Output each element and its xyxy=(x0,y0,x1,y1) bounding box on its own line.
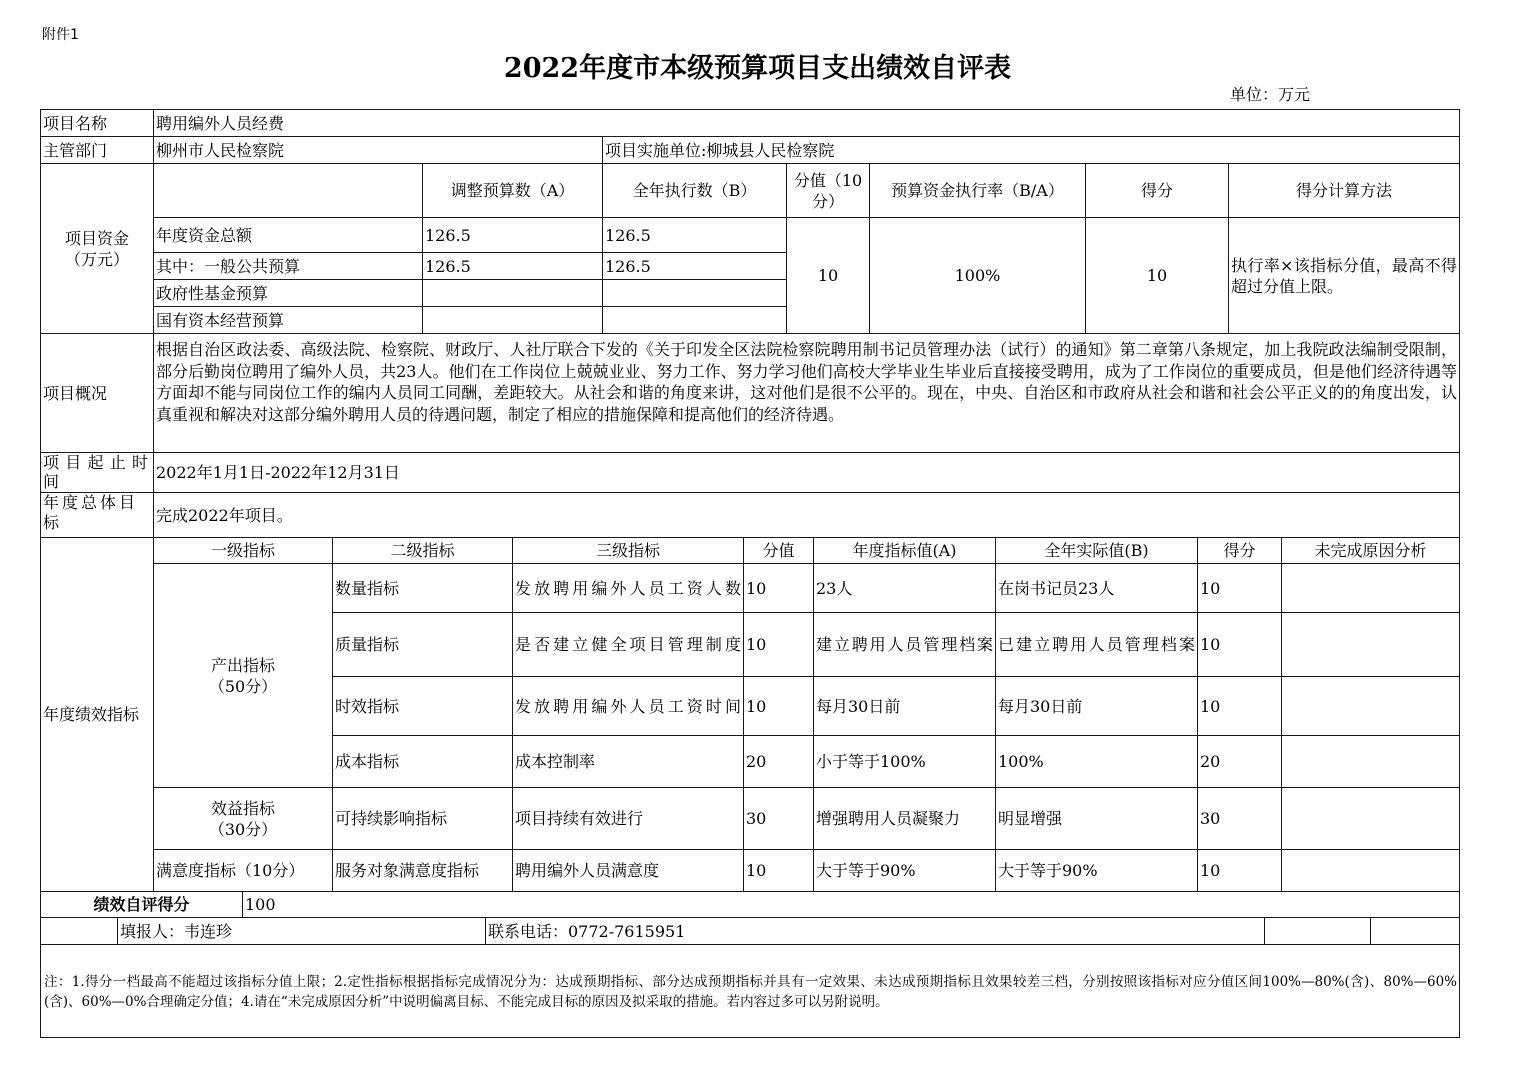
impl-unit xyxy=(602,136,1460,164)
indicator-score-text: 10 xyxy=(1200,635,1221,654)
indicator-header xyxy=(813,537,996,564)
indicator-score xyxy=(1197,563,1282,613)
funding-row-a-text: 126.5 xyxy=(425,256,471,276)
indicator-actual xyxy=(995,612,1198,677)
period-value-text: 2022年1月1日-2022年12月31日 xyxy=(156,463,400,482)
reporter xyxy=(117,917,486,945)
indicator-header-text: 年度指标值(A) xyxy=(852,541,957,560)
indicator-score-text: 10 xyxy=(1200,696,1221,716)
funding-row-name-text: 其中：一般公共预算 xyxy=(156,256,301,276)
funding-row-b-text: 126.5 xyxy=(605,256,651,276)
dept-label-text: 主管部门 xyxy=(43,140,108,160)
level1-satisfaction-text: 满意度指标（10分） xyxy=(156,861,305,880)
reporter-blank-3 xyxy=(1370,917,1460,945)
overview-text-content: 根据自治区政法委、高级法院、检察院、财政厅、人社厅联合下发的《关于印发全区法院检察院聘用制书记员管理办法（试行）的通知》第二章第八条规定，加上我院政法编制受限制，部分后勤岗位聘用了编外人员，共23人。他们在工作岗位上兢兢业业、努力工作、努力学习他们高校大学毕业生毕业后直接接受聘用，成为了工作岗位的重要成员，但是他们经济待遇等方面却不能与同岗位工作的编内人员同工同酬，差距较大。从社会和谐的角度来讲，这对他们是很不公平的。现在，中央、自治区和市政府从社会和谐和社会公平正义的的角度出发，认真重视和解决对这部分编外聘用人员的待遇问题，制定了相应的措施保障和提高他们的经济待遇。 xyxy=(156,340,1457,424)
period-label xyxy=(40,452,154,493)
funding-score-text: 10 xyxy=(1146,266,1168,285)
project-name-text: 聘用编外人员经费 xyxy=(156,113,285,133)
indicator-weight-text: 10 xyxy=(746,578,767,598)
goal-value xyxy=(153,492,1460,538)
indicator-level2 xyxy=(332,787,513,850)
funding-header-score-text: 得分 xyxy=(1140,181,1173,200)
indicator-actual-text: 100% xyxy=(998,752,1044,771)
indicator-score xyxy=(1197,676,1282,736)
indicator-level3-text: 项目持续有效进行 xyxy=(515,809,644,828)
indicator-weight-text: 20 xyxy=(746,752,767,771)
level1-benefit-text: 效益指标（30分） xyxy=(208,798,278,839)
funding-method xyxy=(1228,217,1460,334)
funding-row-name xyxy=(153,252,423,280)
indicator-weight-text: 10 xyxy=(746,696,767,716)
indicator-weight-text: 10 xyxy=(746,861,767,880)
project-name-label xyxy=(40,109,154,137)
funding-score xyxy=(1085,217,1229,334)
indicator-actual xyxy=(995,787,1198,850)
funding-row-a xyxy=(422,217,603,253)
note-text: 注：1.得分一档最高不能超过该指标分值上限；2.定性指标根据指标完成情况分为：达成预期指标、部分达成预期指标并具有一定效果、未达成预期指标且效果较差三档，分别按照该指标对应分值区间100%—80%(含)、80%—60%(含)、60%—0%合理确定分值；4.请在“未完成原因分析”中说明偏离目标、不能完成目标的原因及拟采取的措施。若内容过多可以另附说明。 xyxy=(44,974,1457,1010)
indicator-header xyxy=(1197,537,1282,564)
impl-unit-text: 项目实施单位:柳城县人民检察院 xyxy=(605,140,835,160)
indicator-target-text: 每月30日前 xyxy=(816,696,901,716)
indicator-weight xyxy=(743,735,814,788)
indicator-reason xyxy=(1281,735,1460,788)
level1-output xyxy=(153,563,333,788)
indicator-target xyxy=(813,612,996,677)
funding-row-a xyxy=(422,306,603,334)
indicator-weight xyxy=(743,676,814,736)
indicator-level2-text: 质量指标 xyxy=(335,635,400,654)
indicator-level2 xyxy=(332,563,513,613)
level1-benefit xyxy=(153,787,333,850)
funding-weight-text: 10 xyxy=(817,266,839,285)
indicator-actual xyxy=(995,563,1198,613)
funding-header-b-text: 全年执行数（B） xyxy=(632,181,757,200)
funding-row-b xyxy=(602,306,787,334)
funding-row-a xyxy=(422,279,603,307)
indicator-target-text: 增强聘用人员凝聚力 xyxy=(816,809,961,828)
indicator-header-text: 未完成原因分析 xyxy=(1314,541,1427,560)
indicator-reason xyxy=(1281,787,1460,850)
indicator-header xyxy=(332,537,513,564)
funding-rate-text: 100% xyxy=(954,266,1001,285)
funding-row-b xyxy=(602,252,787,280)
indicator-target-text: 建立聘用人员管理档案 xyxy=(816,635,993,654)
indicator-target xyxy=(813,735,996,788)
attachment-label: 附件1 xyxy=(42,27,79,43)
indicator-target-text: 大于等于90% xyxy=(816,861,916,880)
phone xyxy=(485,917,1265,945)
funding-weight xyxy=(786,217,870,334)
goal-label xyxy=(40,492,154,538)
indicator-target-text: 23人 xyxy=(816,578,853,598)
indicator-target xyxy=(813,849,996,892)
indicators-label xyxy=(40,537,154,892)
indicator-target xyxy=(813,787,996,850)
indicator-score-text: 30 xyxy=(1200,809,1221,828)
indicator-level2 xyxy=(332,849,513,892)
indicator-weight xyxy=(743,787,814,850)
funding-header-weight-text: 分值（10分） xyxy=(793,170,863,211)
indicator-header-text: 得分 xyxy=(1223,541,1256,560)
indicator-header-text: 全年实际值(B) xyxy=(1044,541,1149,560)
funding-header-rate xyxy=(869,163,1086,218)
indicator-header-text: 分值 xyxy=(762,541,795,560)
funding-header-method xyxy=(1228,163,1460,218)
indicator-header xyxy=(995,537,1198,564)
self-score-label xyxy=(40,891,243,918)
indicator-level2 xyxy=(332,676,513,736)
period-value xyxy=(153,452,1460,493)
indicator-header-text: 一级指标 xyxy=(210,541,275,560)
period-label-text: 项目起止时间 xyxy=(43,453,151,491)
funding-header-blank xyxy=(153,163,423,218)
indicator-score xyxy=(1197,787,1282,850)
indicator-target-text: 小于等于100% xyxy=(816,752,926,771)
indicator-reason xyxy=(1281,849,1460,892)
indicator-level2-text: 数量指标 xyxy=(335,578,400,598)
funding-row-name-text: 年度资金总额 xyxy=(156,225,253,245)
indicator-score-text: 20 xyxy=(1200,752,1221,771)
indicator-header xyxy=(153,537,333,564)
overview-label-text: 项目概况 xyxy=(43,383,108,403)
level1-output-text: 产出指标（50分） xyxy=(208,655,278,696)
project-name-label-text: 项目名称 xyxy=(43,113,108,133)
funding-header-weight xyxy=(786,163,870,218)
reporter-text: 填报人：韦连珍 xyxy=(120,921,233,941)
indicator-score-text: 10 xyxy=(1200,861,1221,880)
indicator-level3 xyxy=(512,612,744,677)
indicator-score xyxy=(1197,849,1282,892)
indicator-level3-text: 成本控制率 xyxy=(515,752,596,771)
indicator-target xyxy=(813,563,996,613)
funding-row-name-text: 国有资本经营预算 xyxy=(156,310,285,330)
indicator-actual-text: 每月30日前 xyxy=(998,696,1083,716)
indicator-reason xyxy=(1281,676,1460,736)
indicator-level2-text: 时效指标 xyxy=(335,696,400,716)
overview-label xyxy=(40,333,154,453)
indicator-level3 xyxy=(512,735,744,788)
dept-value xyxy=(153,136,603,164)
indicator-weight-text: 10 xyxy=(746,635,767,654)
indicator-level3 xyxy=(512,787,744,850)
indicator-level3-text: 发放聘用编外人员工资人数 xyxy=(515,578,741,598)
funding-header-rate-text: 预算资金执行率（B/A） xyxy=(891,181,1064,200)
indicator-actual-text: 明显增强 xyxy=(998,809,1063,828)
page-title-text: 2022年度市本级预算项目支出绩效自评表 xyxy=(503,53,1012,84)
self-score-text: 100 xyxy=(245,895,276,914)
funding-method-text: 执行率×该指标分值，最高不得超过分值上限。 xyxy=(1231,255,1457,296)
funding-row-name xyxy=(153,217,423,253)
indicator-reason xyxy=(1281,612,1460,677)
indicator-weight xyxy=(743,563,814,613)
indicator-level3 xyxy=(512,676,744,736)
indicator-level3 xyxy=(512,849,744,892)
goal-value-text: 完成2022年项目。 xyxy=(156,505,293,525)
indicator-level3-text: 发放聘用编外人员工资时间 xyxy=(515,696,741,716)
indicator-level2-text: 服务对象满意度指标 xyxy=(335,861,480,880)
funding-header-a-text: 调整预算数（A） xyxy=(450,181,575,200)
funding-header-a xyxy=(422,163,603,218)
funding-row-name xyxy=(153,279,423,307)
indicator-score xyxy=(1197,612,1282,677)
funding-label xyxy=(40,163,154,334)
indicator-weight xyxy=(743,849,814,892)
indicator-actual-text: 在岗书记员23人 xyxy=(998,578,1115,598)
self-score-value xyxy=(242,891,1460,918)
indicator-actual xyxy=(995,849,1198,892)
funding-row-b-text: 126.5 xyxy=(605,225,651,245)
funding-row-b xyxy=(602,279,787,307)
indicator-score xyxy=(1197,735,1282,788)
indicator-level3-text: 聘用编外人员满意度 xyxy=(515,861,660,880)
funding-header-score xyxy=(1085,163,1229,218)
funding-row-b xyxy=(602,217,787,253)
indicator-reason xyxy=(1281,563,1460,613)
indicator-header-text: 三级指标 xyxy=(595,541,660,560)
indicator-actual xyxy=(995,676,1198,736)
indicator-header xyxy=(1281,537,1460,564)
funding-row-a xyxy=(422,252,603,280)
funding-header-method-text: 得分计算方法 xyxy=(1295,181,1392,200)
indicator-header xyxy=(512,537,744,564)
indicator-level2-text: 成本指标 xyxy=(335,752,400,771)
self-score-label-text: 绩效自评得分 xyxy=(93,895,190,914)
funding-label-text: 项目资金（万元） xyxy=(64,228,129,269)
page-title xyxy=(0,46,1519,85)
funding-row-name xyxy=(153,306,423,334)
indicator-level3 xyxy=(512,563,744,613)
indicator-level2-text: 可持续影响指标 xyxy=(335,809,448,828)
indicator-actual-text: 大于等于90% xyxy=(998,861,1098,880)
note xyxy=(40,944,1460,1038)
goal-label-text: 年度总体目标 xyxy=(43,493,139,532)
indicator-target xyxy=(813,676,996,736)
unit-label: 单位：万元 xyxy=(1230,85,1311,104)
funding-header-b xyxy=(602,163,787,218)
indicators-label-text: 年度绩效指标 xyxy=(43,705,140,724)
indicator-level2 xyxy=(332,612,513,677)
dept-label xyxy=(40,136,154,164)
indicator-weight-text: 30 xyxy=(746,809,767,828)
funding-row-a-text: 126.5 xyxy=(425,225,471,245)
indicator-actual xyxy=(995,735,1198,788)
indicator-weight xyxy=(743,612,814,677)
indicator-level2 xyxy=(332,735,513,788)
indicator-header-text: 二级指标 xyxy=(390,541,455,560)
funding-rate xyxy=(869,217,1086,334)
funding-row-name-text: 政府性基金预算 xyxy=(156,283,269,303)
indicator-score-text: 10 xyxy=(1200,578,1221,598)
reporter-blank-2 xyxy=(1264,917,1371,945)
phone-text: 联系电话：0772-7615951 xyxy=(488,921,686,941)
indicator-header xyxy=(743,537,814,564)
level1-satisfaction xyxy=(153,849,333,892)
indicator-actual-text: 已建立聘用人员管理档案 xyxy=(998,635,1195,654)
indicator-level3-text: 是否建立健全项目管理制度 xyxy=(515,635,741,654)
project-name-value xyxy=(153,109,1460,137)
overview-text xyxy=(153,333,1460,453)
dept-text: 柳州市人民检察院 xyxy=(156,140,285,160)
reporter-blank xyxy=(40,917,118,945)
